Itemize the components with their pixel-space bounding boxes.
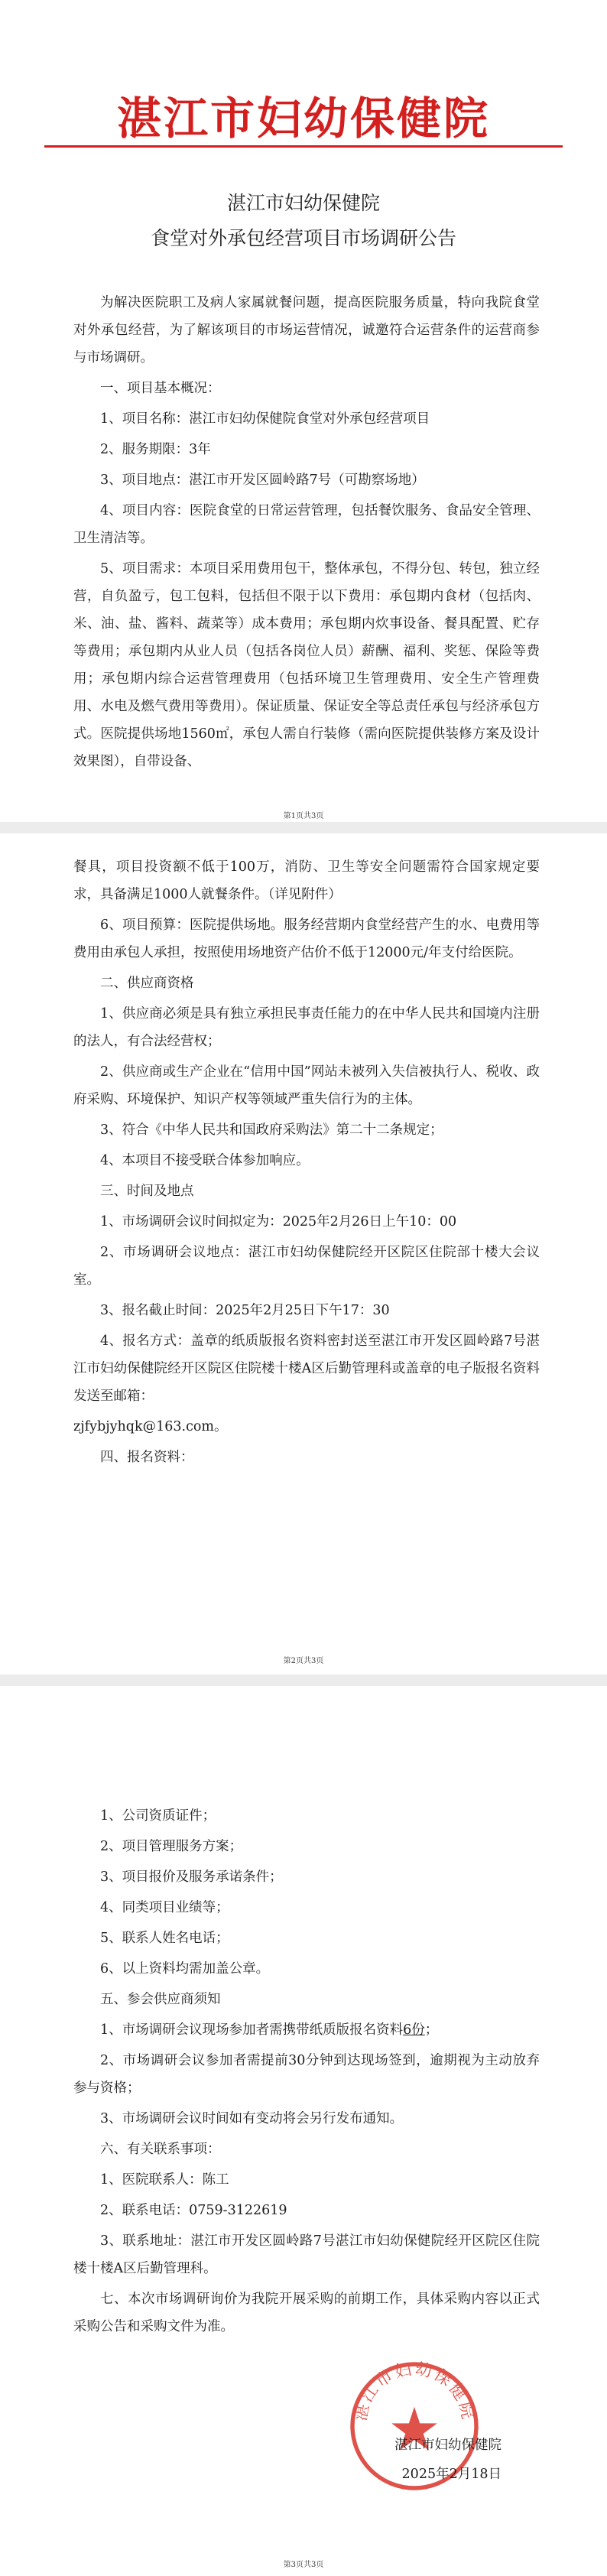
paragraph: 5、联系人姓名电话； (100, 1931, 229, 1946)
signature-date: 2025年2月18日 (401, 2467, 502, 2482)
paragraph: 七、本次市场调研询价为我院开展采购的前期工作，具体采购内容以正式采购公告和采购文件为准。 (73, 2292, 540, 2334)
paragraph: 1、公司资质证件； (100, 1808, 216, 1824)
paragraph: 6、项目预算：医院提供场地。服务经营期内食堂经营产生的水、电费用等费用由承包人承担，按照使用场地资产估价不低于12000元/年支付给医院。 (73, 918, 540, 960)
paragraph: 为解决医院职工及病人家属就餐问题，提高医院服务质量，特向我院食堂对外承包经营，为了解该项目的市场运营情况，诚邀符合运营条件的运营商参与市场调研。 (73, 295, 540, 365)
paragraph: 3、报名截止时间：2025年2月25日下午17：30 (100, 1303, 390, 1318)
paragraph-text: 1、市场调研会议现场参加者需携带纸质版报名资料 (100, 2022, 404, 2038)
paragraph: 4、项目内容：医院食堂的日常运营管理，包括餐饮服务、食品安全管理、卫生清洁等。 (73, 503, 540, 546)
paragraph: 5、项目需求：本项目采用费用包干，整体承包，不得分包、转包，独立经营，自负盈亏，包工包料，包括但不限于以下费用：承包期内食材（包括肉、米、油、盐、酱料、蔬菜等）成本费用；承包期内炊事设备、餐具配置、贮存等费用；承包期内从业人员（包括各岗位人员）薪酬、福利、奖惩、保险等费用；承包期内综合运营管理费用（包括环境卫生管理费用、安全生产管理费用、水电及燃气费用等费用）。保证质量、保证安全等总责任承包与经济承包方式。医院提供场地1560㎡，承包人需自行装修（需向医院提供装修方案及设计效果图），自带设备、 (73, 561, 540, 769)
document-page-3 (0, 1686, 607, 2576)
paragraph: 2、市场调研会议地点：湛江市妇幼保健院经开区院区住院部十楼大会议室。 (73, 1245, 540, 1288)
paragraph: 1、供应商必须是具有独立承担民事责任能力的在中华人民共和国境内注册的法人，有合法经营权； (73, 1006, 540, 1049)
paragraph: 3、项目地点：湛江市开发区圆岭路7号（可勘察场地） (100, 473, 425, 488)
section-heading: 六、有关联系事项： (100, 2142, 221, 2157)
paragraph: 1、市场调研会议时间拟定为：2025年2月26日上午10：00 (100, 1214, 457, 1230)
doc-title-line-2: 食堂对外承包经营项目市场调研公告 (150, 227, 456, 249)
section-heading: 四、报名资料： (100, 1450, 194, 1465)
email-address: zjfybjyhqk@163.com。 (73, 1419, 228, 1434)
paragraph (73, 2016, 540, 2044)
page-2-body (73, 853, 540, 1474)
paragraph: 1、项目名称：湛江市妇幼保健院食堂对外承包经营项目 (100, 411, 430, 427)
paragraph: 餐具，项目投资额不低于100万，消防、卫生等安全问题需符合国家规定要求，具备满足1000人就餐条件。（详见附件） (73, 859, 540, 902)
paragraph: 4、同类项目业绩等； (100, 1900, 229, 1915)
paragraph: 2、供应商或生产企业在“信用中国”网站未被列入失信被执行人、税收、政府采购、环境保护、知识产权等领域严重失信行为的主体。 (73, 1064, 540, 1107)
section-heading: 三、时间及地点 (100, 1184, 194, 1199)
document-page-2 (0, 833, 607, 1675)
paragraph: 6、以上资料均需加盖公章。 (100, 1961, 270, 1977)
page-footer: 第2页共3页 (283, 1657, 324, 1665)
paragraph: 2、市场调研会议参加者需提前30分钟到达现场签到，逾期视为主动放弃参与资格； (73, 2053, 540, 2096)
page-1-body (73, 289, 540, 778)
paragraph: 3、市场调研会议时间如有变动将会另行发布通知。 (100, 2111, 404, 2126)
paragraph: 3、符合《中华人民共和国政府采购法》第二十二条规定； (100, 1122, 443, 1138)
paragraph: 1、医院联系人：陈工 (100, 2172, 229, 2188)
paragraph: 4、本项目不接受联合体参加响应。 (100, 1153, 310, 1168)
signature-organization: 湛江市妇幼保健院 (394, 2438, 502, 2453)
section-heading: 二、供应商资格 (100, 976, 194, 991)
copies-count: 6份 (403, 2022, 425, 2038)
page-footer: 第3页共3页 (283, 2561, 324, 2569)
paragraph: 3、联系地址：湛江市开发区圆岭路7号湛江市妇幼保健院经开区院区住院楼十楼A区后勤管理科。 (73, 2233, 540, 2276)
document-page-1 (0, 0, 607, 822)
section-heading: 一、项目基本概况： (100, 381, 221, 396)
masthead-rule (44, 145, 563, 148)
page-footer: 第1页共3页 (283, 812, 324, 820)
paragraph: 3、项目报价及服务承诺条件； (100, 1869, 283, 1885)
section-heading: 五、参会供应商须知 (100, 1992, 221, 2007)
doc-title-line-1: 湛江市妇幼保健院 (226, 192, 380, 214)
paragraph: 2、联系电话：0759-3122619 (100, 2203, 287, 2218)
masthead: 湛江市妇幼保健院 (116, 93, 490, 145)
page-3-body (73, 1802, 540, 2344)
paragraph: 2、项目管理服务方案； (100, 1839, 243, 1854)
svg-text:湛江市妇幼保健院: 湛江市妇幼保健院 (351, 2360, 478, 2423)
paragraph: 2、服务期限：3年 (100, 442, 211, 457)
paragraph: 4、报名方式：盖章的纸质版报名资料密封送至湛江市开发区圆岭路7号湛江市妇幼保健院经开区院区住院楼十楼A区后勤管理科或盖章的电子版报名资料发送至邮箱： (73, 1333, 540, 1404)
paragraph-tail: ； (424, 2022, 439, 2038)
